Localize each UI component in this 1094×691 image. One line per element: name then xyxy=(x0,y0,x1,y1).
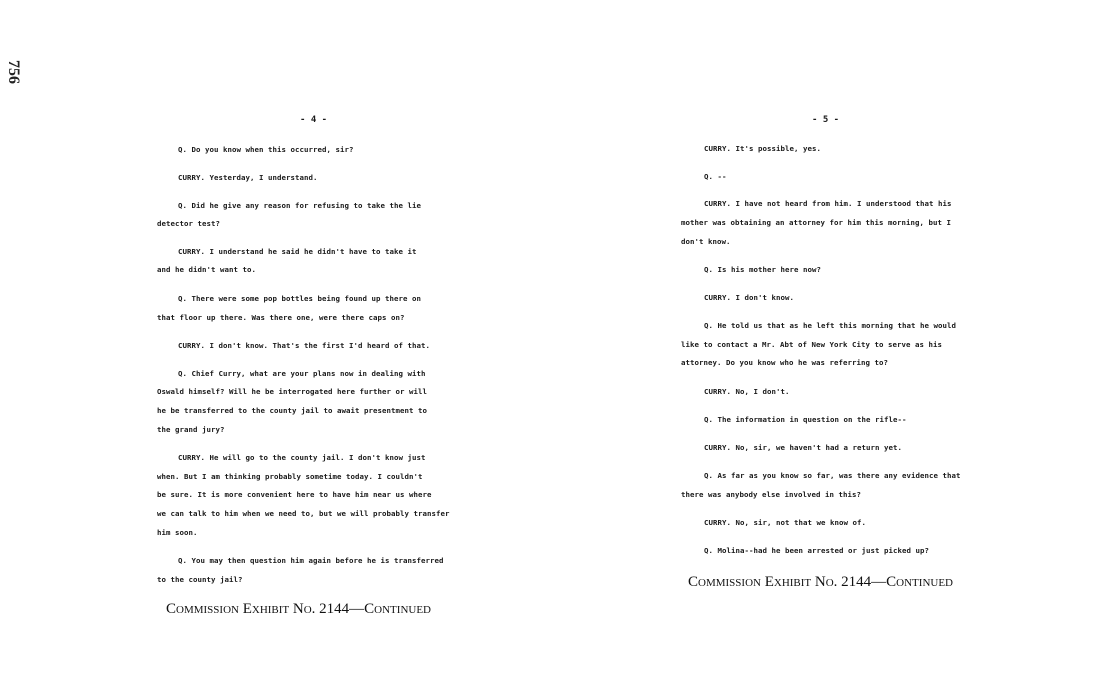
left-line-2: CURRY. Yesterday, I understand. xyxy=(178,173,318,182)
right-line-11: CURRY. No, I don't. xyxy=(704,387,790,396)
left-line-12: he be transferred to the county jail to await presentment to xyxy=(157,406,427,415)
right-line-2: Q. -- xyxy=(704,172,727,181)
left-line-10: Q. Chief Curry, what are your plans now in dealing with xyxy=(178,369,426,378)
left-line-8: that floor up there. Was there one, were there caps on? xyxy=(157,313,405,322)
right-line-3: CURRY. I have not heard from him. I understood that his xyxy=(704,199,952,208)
left-line-5: CURRY. I understand he said he didn't have to take it xyxy=(178,247,417,256)
left-line-20: to the county jail? xyxy=(157,575,243,584)
right-line-16: CURRY. No, sir, not that we know of. xyxy=(704,518,866,527)
right-line-13: CURRY. No, sir, we haven't had a return yet. xyxy=(704,443,902,452)
left-line-19: Q. You may then question him again before he is transferred xyxy=(178,556,444,565)
right-line-10: attorney. Do you know who he was referring to? xyxy=(681,358,888,367)
right-line-9: like to contact a Mr. Abt of New York City to serve as his xyxy=(681,340,942,349)
right-line-8: Q. He told us that as he left this morning that he would xyxy=(704,321,956,330)
left-line-6: and he didn't want to. xyxy=(157,265,256,274)
left-line-16: be sure. It is more convenient here to have him near us where xyxy=(157,490,432,499)
left-line-9: CURRY. I don't know. That's the first I'd heard of that. xyxy=(178,341,430,350)
left-line-7: Q. There were some pop bottles being found up there on xyxy=(178,294,421,303)
left-line-4: detector test? xyxy=(157,219,220,228)
left-line-3: Q. Did he give any reason for refusing to take the lie xyxy=(178,201,421,210)
right-line-15: there was anybody else involved in this? xyxy=(681,490,861,499)
left-page-number: - 4 - xyxy=(300,115,328,125)
left-line-14: CURRY. He will go to the county jail. I don't know just xyxy=(178,453,426,462)
left-line-11: Oswald himself? Will he be interrogated here further or will xyxy=(157,387,427,396)
left-line-1: Q. Do you know when this occurred, sir? xyxy=(178,145,354,154)
right-line-17: Q. Molina--had he been arrested or just picked up? xyxy=(704,546,929,555)
right-line-5: don't know. xyxy=(681,237,731,246)
right-line-4: mother was obtaining an attorney for him this morning, but I xyxy=(681,218,951,227)
right-page-number: - 5 - xyxy=(812,115,840,125)
right-line-6: Q. Is his mother here now? xyxy=(704,265,821,274)
volume-page-number: 756 xyxy=(5,60,22,84)
right-line-12: Q. The information in question on the rifle-- xyxy=(704,415,907,424)
left-line-18: him soon. xyxy=(157,528,198,537)
left-line-15: when. But I am thinking probably sometime today. I couldn't xyxy=(157,472,423,481)
right-line-7: CURRY. I don't know. xyxy=(704,293,794,302)
left-line-17: we can talk to him when we need to, but we will probably transfer xyxy=(157,509,450,518)
left-exhibit-caption: Commission Exhibit No. 2144—Continued xyxy=(166,601,431,617)
right-line-1: CURRY. It's possible, yes. xyxy=(704,144,821,153)
right-line-14: Q. As far as you know so far, was there any evidence that xyxy=(704,471,961,480)
left-line-13: the grand jury? xyxy=(157,425,225,434)
right-exhibit-caption: Commission Exhibit No. 2144—Continued xyxy=(688,574,953,590)
